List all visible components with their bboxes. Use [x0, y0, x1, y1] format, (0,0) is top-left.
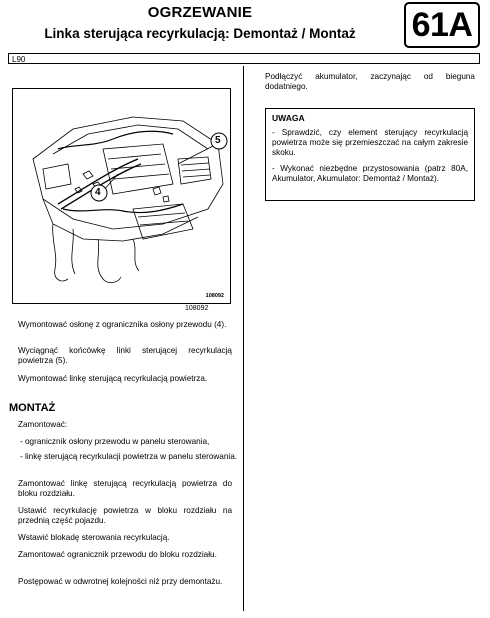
model-code: L90 [12, 55, 26, 64]
warning-title: UWAGA [272, 113, 305, 123]
warning-item: - Sprawdzić, czy element sterujący recyrkulacją powietrza może się przemieszczać na całym zakresie skoku. [272, 128, 468, 157]
warning-item: - Wykonać niezbędne przystosowania (patrz 80A, Akumulator, Akumulator: Demontaż / Montaż). [272, 164, 468, 183]
montaz-list-item: - ogranicznik osłony przewodu w panelu sterowania, [20, 437, 210, 446]
step-remove-cable: Wymontować linkę sterującą recyrkulacją powietrza. [18, 374, 208, 383]
model-bar [8, 53, 480, 64]
page-subtitle: Linka sterująca recyrkulacją: Demontaż / Montaż [44, 26, 356, 41]
montaz-step: Zamontować linkę sterującą recyrkulacją powietrza do bloku rozdziału. [18, 479, 232, 498]
illustration-drawing [13, 89, 231, 304]
step-remove-cover: Wymontować osłonę z ogranicznika osłony przewodu (4). [18, 320, 227, 329]
page-title: OGRZEWANIE [147, 4, 253, 21]
callout-5: 5 [215, 135, 221, 146]
section-number-badge: 61A [404, 2, 480, 48]
figure-ref-inner: 108092 [205, 293, 224, 299]
montaz-intro: Zamontować: [18, 420, 68, 429]
montaz-list-item: - linkę sterującą recyrkulacji powietrza w panelu sterowania. [20, 452, 238, 461]
section-heading-montaz: MONTAŻ [9, 402, 56, 414]
montaz-step: Postępować w odwrotnej kolejności niż przy demontażu. [18, 577, 223, 586]
warning-box [265, 108, 475, 201]
montaz-step: Wstawić blokadę sterowania recyrkulacją. [18, 533, 170, 542]
montaz-step: Zamontować ogranicznik przewodu do bloku rozdziału. [18, 550, 217, 559]
column-divider [243, 66, 244, 611]
montaz-step: Ustawić recyrkulację powietrza w bloku rozdziału na przednią część pojazdu. [18, 506, 232, 525]
figure-ref-number: 108092 [185, 305, 209, 312]
reconnect-battery-text: Podłączyć akumulator, zaczynając od bieguna dodatniego. [265, 72, 475, 91]
step-pull-cable-end: Wyciągnąć końcówkę linki sterującej recyrkulacją powietrza (5). [18, 346, 232, 365]
callout-4: 4 [95, 187, 101, 198]
technical-illustration [12, 88, 231, 304]
